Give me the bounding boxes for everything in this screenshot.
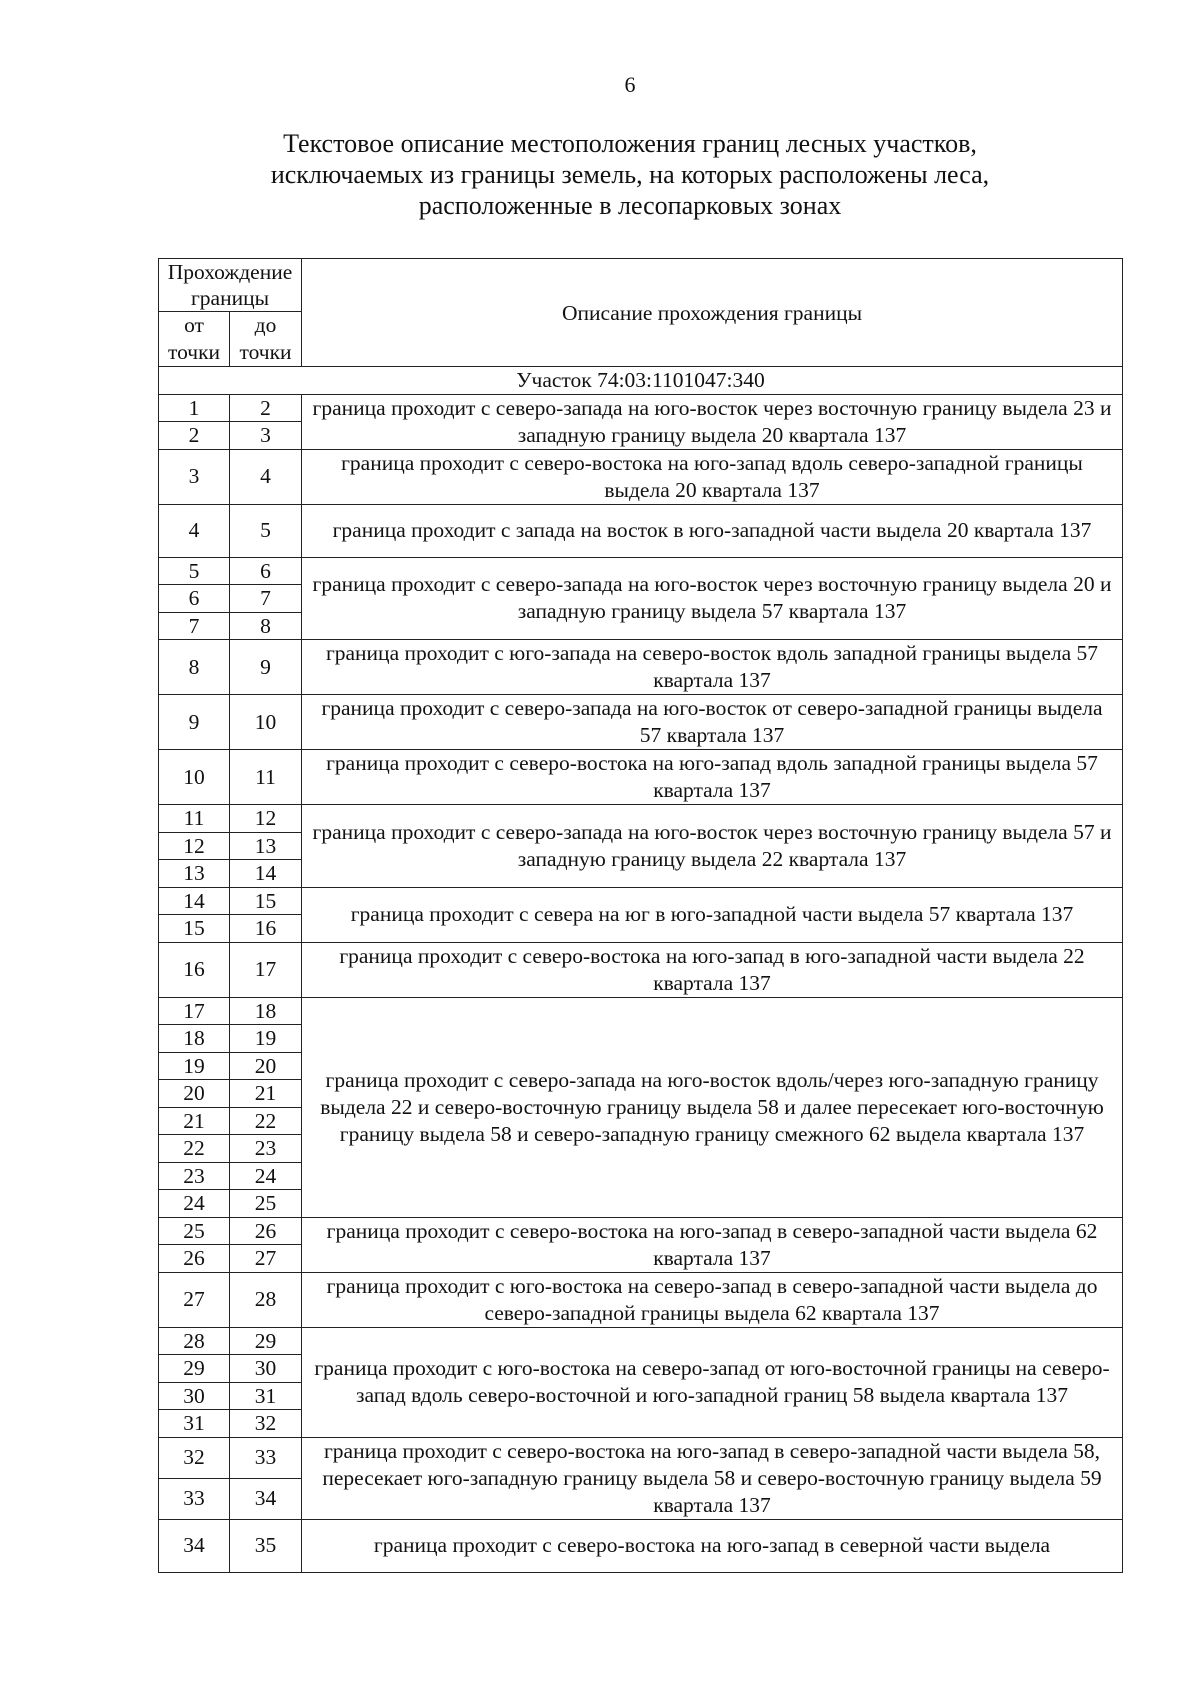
to-point-cell: 23	[230, 1135, 302, 1163]
to-point-cell: 33	[230, 1437, 302, 1478]
from-point-cell: 22	[159, 1135, 230, 1163]
table-row	[159, 1272, 1123, 1327]
description-cell: граница проходит с северо-востока на юго-запад в северной части выдела	[302, 1519, 1123, 1572]
to-point-cell: 3	[230, 422, 302, 450]
title-line-2: исключаемых из границы земель, на которых расположены леса,	[270, 160, 990, 189]
from-point-cell: 11	[159, 805, 230, 833]
to-point-cell: 10	[230, 695, 302, 750]
description-cell: граница проходит с северо-запада на юго-восток через восточную границу выдела 23 и западную границу выдела 20 квартала 137	[302, 394, 1123, 449]
from-point-cell: 29	[159, 1355, 230, 1383]
header-from-point: от точки	[159, 312, 230, 367]
to-point-cell: 35	[230, 1519, 302, 1572]
to-point-cell: 26	[230, 1217, 302, 1245]
from-point-cell: 12	[159, 832, 230, 860]
from-point-cell: 34	[159, 1519, 230, 1572]
from-point-cell: 31	[159, 1410, 230, 1438]
from-point-cell: 9	[159, 695, 230, 750]
to-point-cell: 32	[230, 1410, 302, 1438]
table-row	[159, 942, 1123, 997]
from-point-cell: 1	[159, 394, 230, 422]
description-cell: граница проходит с северо-востока на юго-запад в северо-западной части выдела 62 квартала 137	[302, 1217, 1123, 1272]
from-point-cell: 17	[159, 997, 230, 1025]
to-point-cell: 34	[230, 1478, 302, 1519]
parcel-row: Участок 74:03:1101047:340	[159, 367, 1123, 395]
description-cell: граница проходит с запада на восток в юго-западной части выдела 20 квартала 137	[302, 504, 1123, 557]
to-point-cell: 28	[230, 1272, 302, 1327]
description-cell: граница проходит с северо-запада на юго-восток через восточную границу выдела 57 и западную границу выдела 22 квартала 137	[302, 805, 1123, 888]
to-point-cell: 13	[230, 832, 302, 860]
from-point-cell: 19	[159, 1052, 230, 1080]
description-cell: граница проходит с юго-запада на северо-восток вдоль западной границы выдела 57 квартала 137	[302, 640, 1123, 695]
header-description: Описание прохождения границы	[302, 259, 1123, 367]
from-point-cell: 15	[159, 915, 230, 943]
to-point-cell: 2	[230, 394, 302, 422]
document-title	[0, 128, 1200, 221]
table-row	[159, 449, 1123, 504]
from-point-cell: 8	[159, 640, 230, 695]
to-point-cell: 5	[230, 504, 302, 557]
from-point-cell: 27	[159, 1272, 230, 1327]
from-point-cell: 26	[159, 1245, 230, 1273]
from-point-cell: 6	[159, 585, 230, 613]
from-point-cell: 23	[159, 1162, 230, 1190]
to-point-cell: 25	[230, 1190, 302, 1218]
description-cell: граница проходит с северо-запада на юго-восток через восточную границу выдела 20 и западную границу выдела 57 квартала 137	[302, 557, 1123, 640]
table-row	[159, 695, 1123, 750]
description-cell: граница проходит с северо-востока на юго-запад вдоль северо-западной границы выдела 20 квартала 137	[302, 449, 1123, 504]
to-point-cell: 6	[230, 557, 302, 585]
table-row	[159, 1519, 1123, 1572]
description-cell: граница проходит с юго-востока на северо-запад от юго-восточной границы на северо-запад вдоль северо-восточной и юго-западной границ 58 выдела квартала 137	[302, 1327, 1123, 1437]
from-point-cell: 25	[159, 1217, 230, 1245]
table-row	[159, 997, 1123, 1025]
to-point-cell: 8	[230, 612, 302, 640]
table-row	[159, 1217, 1123, 1245]
from-point-cell: 7	[159, 612, 230, 640]
description-cell: граница проходит с юго-востока на северо-запад в северо-западной части выдела до северо-западной границы выдела 62 квартала 137	[302, 1272, 1123, 1327]
from-point-cell: 3	[159, 449, 230, 504]
to-point-cell: 29	[230, 1327, 302, 1355]
header-passage: Прохождение границы	[159, 259, 302, 312]
title-line-1: Текстовое описание местоположения границ лесных участков,	[283, 129, 977, 158]
to-point-cell: 19	[230, 1025, 302, 1053]
to-point-cell: 18	[230, 997, 302, 1025]
to-point-cell: 20	[230, 1052, 302, 1080]
from-point-cell: 10	[159, 750, 230, 805]
description-cell: граница проходит с северо-востока на юго-запад в северо-западной части выдела 58, пересекает юго-западную границу выдела 58 и северо-восточную границу выдела 59 квартала 137	[302, 1437, 1123, 1519]
page-number: 6	[624, 72, 636, 97]
to-point-cell: 11	[230, 750, 302, 805]
table-row	[159, 504, 1123, 557]
to-point-cell: 24	[230, 1162, 302, 1190]
from-point-cell: 33	[159, 1478, 230, 1519]
to-point-cell: 15	[230, 887, 302, 915]
to-point-cell: 31	[230, 1382, 302, 1410]
to-point-cell: 14	[230, 860, 302, 888]
to-point-cell: 12	[230, 805, 302, 833]
table-row	[159, 394, 1123, 422]
from-point-cell: 16	[159, 942, 230, 997]
description-cell: граница проходит с севера на юг в юго-западной части выдела 57 квартала 137	[302, 887, 1123, 942]
table-row	[159, 1327, 1123, 1355]
description-cell: граница проходит с северо-запада на юго-восток от северо-западной границы выдела 57 квартала 137	[302, 695, 1123, 750]
to-point-cell: 17	[230, 942, 302, 997]
table-row	[159, 557, 1123, 585]
table-row	[159, 750, 1123, 805]
table-row	[159, 805, 1123, 833]
title-line-3: расположенные в лесопарковых зонах	[418, 191, 842, 220]
to-point-cell: 4	[230, 449, 302, 504]
from-point-cell: 5	[159, 557, 230, 585]
from-point-cell: 30	[159, 1382, 230, 1410]
to-point-cell: 9	[230, 640, 302, 695]
from-point-cell: 13	[159, 860, 230, 888]
from-point-cell: 2	[159, 422, 230, 450]
table-row	[159, 640, 1123, 695]
from-point-cell: 18	[159, 1025, 230, 1053]
table-row	[159, 1437, 1123, 1478]
boundary-table	[158, 258, 1123, 1573]
description-cell: граница проходит с северо-востока на юго-запад в юго-западной части выдела 22 квартала 137	[302, 942, 1123, 997]
header-to-point: до точки	[230, 312, 302, 367]
to-point-cell: 30	[230, 1355, 302, 1383]
description-cell: граница проходит с северо-запада на юго-восток вдоль/через юго-западную границу выдела 22 и северо-восточную границу выдела 58 и далее пересекает юго-восточную границу выдела 58 и северо-западную границу смежного 62 выдела квартала 137	[302, 997, 1123, 1217]
to-point-cell: 21	[230, 1080, 302, 1108]
to-point-cell: 7	[230, 585, 302, 613]
to-point-cell: 16	[230, 915, 302, 943]
table-row	[159, 887, 1123, 915]
from-point-cell: 32	[159, 1437, 230, 1478]
from-point-cell: 4	[159, 504, 230, 557]
from-point-cell: 20	[159, 1080, 230, 1108]
to-point-cell: 27	[230, 1245, 302, 1273]
description-cell: граница проходит с северо-востока на юго-запад вдоль западной границы выдела 57 квартала 137	[302, 750, 1123, 805]
from-point-cell: 28	[159, 1327, 230, 1355]
from-point-cell: 24	[159, 1190, 230, 1218]
to-point-cell: 22	[230, 1107, 302, 1135]
from-point-cell: 14	[159, 887, 230, 915]
from-point-cell: 21	[159, 1107, 230, 1135]
